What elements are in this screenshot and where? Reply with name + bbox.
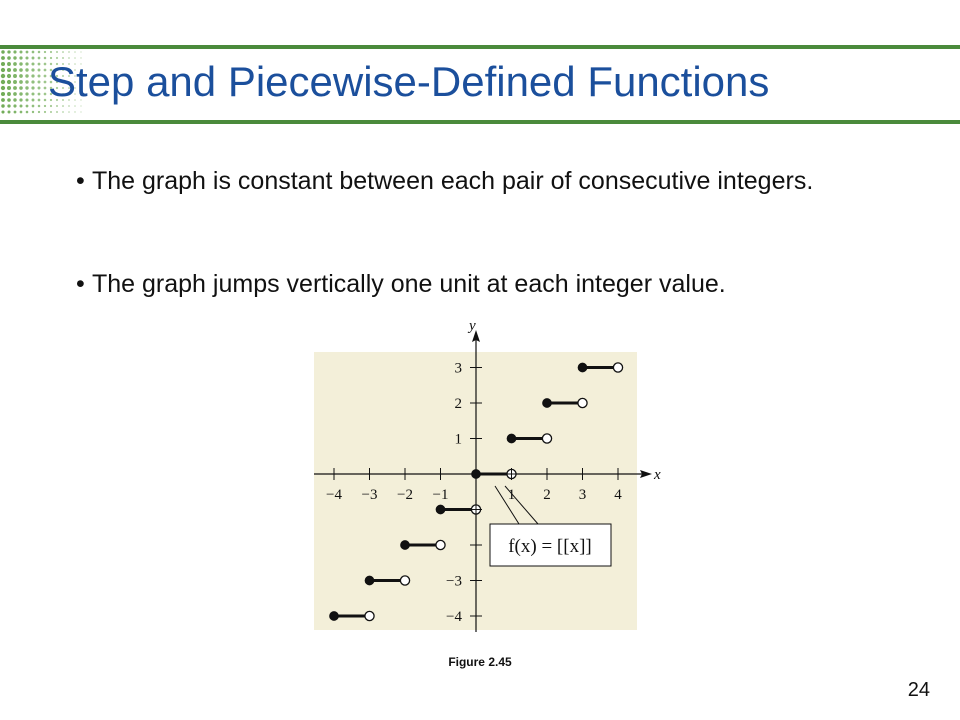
pattern-dot: [25, 74, 28, 77]
x-tick-label: 3: [578, 487, 587, 503]
pattern-dot: [50, 111, 52, 113]
pattern-dot: [19, 62, 22, 65]
pattern-dot: [13, 68, 17, 72]
step-function-graph: [300, 310, 670, 640]
pattern-dot: [13, 62, 17, 66]
slide-title: Step and Piecewise-Defined Functions: [48, 58, 770, 105]
pattern-dot: [19, 86, 23, 90]
pattern-dot: [38, 105, 41, 108]
pattern-dot: [68, 51, 70, 53]
pattern-dot: [13, 92, 17, 96]
pattern-dot: [13, 74, 17, 78]
pattern-dot: [32, 57, 35, 60]
pattern-dot: [1, 62, 5, 66]
pattern-dot: [19, 68, 23, 72]
pattern-dot: [7, 74, 11, 78]
pattern-dot: [56, 51, 58, 53]
closed-endpoint: [436, 505, 444, 513]
function-label: f(x) = [[x]]: [508, 536, 592, 557]
pattern-dot: [32, 99, 35, 102]
x-tick-label: 2: [543, 487, 551, 503]
pattern-dot: [56, 111, 58, 113]
pattern-dot: [7, 86, 11, 90]
open-endpoint: [365, 611, 374, 620]
x-tick-label: 4: [614, 487, 622, 503]
pattern-dot: [32, 111, 34, 113]
pattern-dot: [1, 98, 5, 102]
pattern-dot: [31, 62, 34, 65]
pattern-dot: [31, 92, 34, 95]
pattern-dot: [38, 99, 41, 102]
pattern-dot: [19, 74, 23, 78]
x-tick-label: −1: [432, 487, 449, 503]
bullet-text: The graph is constant between each pair of consecutive integers.: [92, 167, 814, 195]
pattern-dot: [25, 92, 28, 95]
x-tick-label: 1: [507, 487, 516, 503]
closed-endpoint: [472, 470, 480, 478]
pattern-dot: [32, 105, 35, 108]
pattern-dot: [7, 104, 10, 107]
y-tick-label: 1: [454, 431, 462, 448]
bullet-item-1: [76, 164, 906, 198]
pattern-dot: [38, 51, 41, 54]
pattern-dot: [13, 80, 17, 84]
pattern-dot: [44, 111, 46, 113]
x-tick-label: −4: [326, 487, 342, 503]
pattern-dot: [25, 68, 28, 71]
pattern-dot: [7, 56, 11, 60]
pattern-dot: [32, 51, 35, 54]
pattern-dot: [37, 74, 40, 77]
pattern-dot: [31, 74, 34, 77]
pattern-dot: [38, 111, 40, 113]
pattern-dot: [31, 80, 34, 83]
pattern-dot: [1, 92, 5, 96]
pattern-dot: [20, 105, 23, 108]
x-axis-label: x: [654, 467, 661, 483]
pattern-dot: [1, 80, 5, 84]
pattern-dot: [26, 51, 29, 54]
x-tick-label: −2: [397, 487, 413, 503]
pattern-dot: [62, 111, 64, 113]
pattern-dot: [14, 111, 17, 114]
pattern-dot: [62, 51, 64, 53]
pattern-dot: [38, 57, 41, 60]
x-tick-label: −3: [361, 487, 378, 503]
closed-endpoint: [401, 541, 409, 549]
pattern-dot: [80, 51, 81, 52]
pattern-dot: [44, 81, 47, 84]
pattern-dot: [38, 93, 41, 96]
pattern-dot: [7, 92, 11, 96]
pattern-dot: [68, 111, 70, 113]
open-endpoint: [400, 576, 409, 585]
pattern-dot: [38, 87, 41, 90]
pattern-dot: [44, 51, 46, 53]
figure-caption: Figure 2.45: [448, 655, 512, 669]
pattern-dot: [26, 111, 29, 114]
pattern-dot: [50, 51, 52, 53]
pattern-dot: [13, 98, 16, 101]
pattern-dot: [80, 111, 81, 112]
pattern-dot: [1, 68, 5, 72]
pattern-dot: [19, 98, 22, 101]
pattern-dot: [7, 62, 11, 66]
bullet-marker: •: [76, 270, 85, 298]
title-top-rule: [0, 45, 960, 49]
bullet-text: The graph jumps vertically one unit at each integer value.: [92, 270, 726, 298]
pattern-dot: [1, 110, 4, 113]
pattern-dot: [13, 86, 17, 90]
title-bottom-rule: [0, 120, 960, 124]
pattern-dot: [7, 98, 11, 102]
closed-endpoint: [543, 399, 551, 407]
pattern-dot: [20, 51, 23, 54]
pattern-dot: [44, 69, 47, 72]
closed-endpoint: [507, 434, 515, 442]
y-tick-label: −4: [446, 609, 462, 625]
open-endpoint: [613, 363, 622, 372]
closed-endpoint: [330, 612, 338, 620]
y-tick-label: −3: [446, 573, 462, 590]
y-tick-label: 3: [454, 360, 462, 377]
pattern-dot: [44, 57, 47, 60]
pattern-dot: [25, 62, 28, 65]
page-number: 24: [907, 679, 930, 701]
closed-endpoint: [365, 576, 373, 584]
pattern-dot: [31, 68, 34, 71]
pattern-dot: [19, 80, 23, 84]
pattern-dot: [44, 75, 47, 78]
pattern-dot: [37, 80, 40, 83]
y-axis-label: y: [469, 318, 476, 334]
pattern-dot: [26, 105, 29, 108]
pattern-dot: [8, 111, 11, 114]
pattern-dot: [13, 50, 16, 53]
pattern-dot: [20, 111, 23, 114]
pattern-dot: [7, 68, 11, 72]
closed-endpoint: [578, 363, 586, 371]
pattern-dot: [38, 63, 41, 66]
pattern-dot: [25, 86, 28, 89]
pattern-dot: [44, 87, 47, 90]
pattern-dot: [13, 56, 16, 59]
y-tick-label: 2: [454, 396, 462, 412]
pattern-dot: [38, 69, 41, 72]
open-endpoint: [436, 540, 445, 549]
open-endpoint: [542, 434, 551, 443]
pattern-dot: [44, 99, 47, 102]
pattern-dot: [1, 56, 5, 60]
pattern-dot: [31, 86, 34, 89]
pattern-dot: [74, 51, 76, 53]
pattern-dot: [7, 80, 11, 84]
pattern-dot: [44, 93, 47, 96]
pattern-dot: [1, 50, 4, 53]
pattern-dot: [13, 104, 16, 107]
pattern-dot: [25, 80, 28, 83]
pattern-dot: [1, 74, 5, 78]
pattern-dot: [1, 104, 4, 107]
pattern-dot: [25, 56, 28, 59]
bullet-item-2: [76, 267, 906, 301]
pattern-dot: [19, 92, 22, 95]
pattern-dot: [44, 63, 47, 66]
pattern-dot: [19, 56, 22, 59]
open-endpoint: [578, 398, 587, 407]
pattern-dot: [74, 111, 75, 112]
pattern-dot: [25, 98, 28, 101]
pattern-dot: [1, 86, 5, 90]
pattern-dot: [44, 105, 46, 107]
bullet-marker: •: [76, 167, 85, 195]
pattern-dot: [7, 50, 10, 53]
